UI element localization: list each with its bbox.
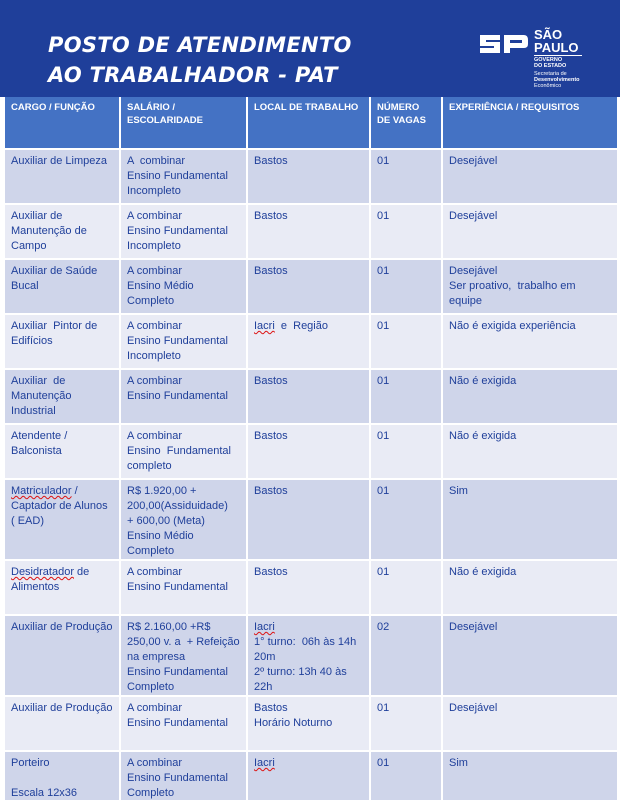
cell-experiencia: [443, 752, 619, 800]
cell-experiencia-line: Desejável: [449, 210, 498, 222]
cell-salario: [121, 260, 248, 315]
table-row: [5, 370, 619, 425]
logo-name-line-1: SÃO: [534, 27, 563, 42]
cell-cargo: [5, 697, 121, 752]
cell-vagas: [371, 205, 443, 260]
table-row: [5, 205, 619, 260]
cell-cargo: [5, 150, 121, 205]
cell-salario-line: A combinar: [127, 210, 183, 222]
cell-salario-line: 200,00(Assiduidade): [127, 500, 228, 512]
cell-salario-line: Completo: [127, 295, 175, 307]
table-row: [5, 752, 619, 800]
cell-salario-line: Ensino Fundamental: [127, 335, 228, 347]
cell-vagas-line: 02: [377, 621, 390, 633]
cell-cargo-line: Bucal: [11, 280, 39, 292]
cell-cargo: [5, 480, 121, 561]
cell-salario-line: completo: [127, 460, 172, 472]
column-header-experiencia: EXPERIÊNCIA / REQUISITOS: [443, 97, 619, 150]
logo-sec-line-2: Desenvolvimento: [534, 77, 580, 83]
cell-salario-line: Ensino Fundamental: [127, 717, 228, 729]
cell-salario-line: A combinar: [127, 702, 183, 714]
cell-cargo: [5, 752, 121, 800]
cell-salario-line: A combinar: [127, 375, 183, 387]
cell-salario: [121, 315, 248, 370]
cell-local: [248, 150, 371, 205]
cell-salario-line: A combinar: [127, 757, 183, 769]
table-row: [5, 561, 619, 616]
cell-cargo-line: Auxiliar de Produção: [11, 702, 113, 714]
cell-salario: [121, 150, 248, 205]
cell-cargo-line: [11, 771, 113, 786]
cell-salario: [121, 752, 248, 800]
cell-cargo: [5, 260, 121, 315]
cell-vagas-line: 01: [377, 210, 390, 222]
cell-cargo-line: Manutenção de: [11, 225, 87, 237]
jobs-table: [5, 97, 619, 800]
cell-local-line: Iacri: [254, 757, 275, 769]
cell-vagas: [371, 370, 443, 425]
title-line-2: AO TRABALHADOR - PAT: [48, 63, 338, 87]
cell-experiencia: [443, 205, 619, 260]
cell-cargo-line: Campo: [11, 240, 47, 252]
cell-salario-line: R$ 1.920,00 +: [127, 485, 197, 497]
column-header-cargo: CARGO / FUNÇÃO: [5, 97, 121, 150]
cell-salario-line: A combinar: [127, 320, 183, 332]
cell-local-line: Bastos: [254, 210, 288, 222]
cell-salario-line: 250,00 v. a + Refeição: [127, 636, 240, 648]
cell-local-line: Horário Noturno: [254, 717, 333, 729]
logo-sec-line-1: Secretaria de: [534, 71, 567, 77]
logo-sec-line-3: Econômico: [534, 83, 562, 89]
table-header-row: [5, 97, 619, 150]
cell-local-line: Iacri: [254, 621, 275, 633]
page-title: [48, 30, 352, 90]
cell-salario-line: Ensino Fundamental: [127, 170, 228, 182]
cell-experiencia: [443, 315, 619, 370]
sao-paulo-logo: [478, 28, 596, 92]
cell-local-line: Bastos: [254, 566, 288, 578]
title-line-1: POSTO DE ATENDIMENTO: [48, 33, 352, 57]
logo-secretariat: [534, 71, 594, 89]
column-header-salario: SALÁRIO / ESCOLARIDADE: [121, 97, 248, 150]
cell-cargo-line: Industrial: [11, 405, 56, 417]
cell-local: [248, 205, 371, 260]
cell-local: [248, 480, 371, 561]
cell-experiencia-line: Não é exigida: [449, 430, 517, 442]
cell-experiencia-line: Ser proativo, trabalho em equipe: [449, 280, 579, 307]
cell-local-line: Iacri e Região: [254, 320, 328, 332]
cell-cargo: [5, 205, 121, 260]
cell-salario: [121, 425, 248, 480]
cell-vagas: [371, 315, 443, 370]
cell-salario-line: Ensino Médio: [127, 280, 194, 292]
cell-salario-line: A combinar: [127, 265, 183, 277]
cell-salario-line: Ensino Fundamental: [127, 581, 228, 593]
logo-name-line-2: PAULO: [534, 40, 579, 55]
cell-experiencia-line: Desejável: [449, 621, 498, 633]
cell-cargo-line: Atendente /: [11, 430, 68, 442]
cell-cargo-line: ( EAD): [11, 515, 44, 527]
logo-gov-line-1: GOVERNO: [534, 57, 563, 63]
cell-cargo-line: Auxiliar de Saúde: [11, 265, 98, 277]
cell-salario-line: Ensino Fundamental: [127, 666, 228, 678]
table-row: [5, 260, 619, 315]
cell-salario: [121, 616, 248, 697]
cell-salario: [121, 697, 248, 752]
table-row: [5, 150, 619, 205]
cell-experiencia-line: Sim: [449, 757, 468, 769]
cell-vagas-line: 01: [377, 566, 390, 578]
cell-experiencia: [443, 370, 619, 425]
cell-vagas-line: 01: [377, 485, 390, 497]
cell-cargo-line: Edifícios: [11, 335, 53, 347]
cell-local: [248, 752, 371, 800]
cell-salario-line: Ensino Fundamental: [127, 390, 228, 402]
cell-salario-line: Incompleto: [127, 240, 181, 252]
cell-cargo: [5, 425, 121, 480]
column-header-vagas: NÚMERO DE VAGAS: [371, 97, 443, 150]
cell-local-line: 1° turno: 06h às 14h: [254, 636, 357, 648]
cell-experiencia: [443, 480, 619, 561]
cell-experiencia-line: Não é exigida: [449, 566, 517, 578]
cell-experiencia-line: Desejável: [449, 702, 498, 714]
cell-local: [248, 561, 371, 616]
cell-experiencia-line: Desejável: [449, 155, 498, 167]
cell-vagas: [371, 616, 443, 697]
cell-cargo: [5, 616, 121, 697]
cell-vagas: [371, 260, 443, 315]
cell-cargo-line: Escala 12x36: [11, 787, 78, 799]
cell-local: [248, 370, 371, 425]
table-row: [5, 697, 619, 752]
cell-salario-line: A combinar: [127, 430, 183, 442]
cell-salario-line: Ensino Fundamental: [127, 772, 228, 784]
cell-cargo: [5, 315, 121, 370]
cell-experiencia: [443, 697, 619, 752]
cell-vagas-line: 01: [377, 757, 390, 769]
cell-cargo-line: Porteiro: [11, 757, 50, 769]
table-row: [5, 480, 619, 561]
cell-local-line: Bastos: [254, 155, 288, 167]
cell-vagas-line: 01: [377, 320, 390, 332]
cell-vagas-line: 01: [377, 375, 390, 387]
cell-cargo-line: Balconista: [11, 445, 62, 457]
cell-cargo-line: Manutenção: [11, 390, 72, 402]
cell-local-line: 22h: [254, 681, 273, 693]
cell-experiencia-line: Não é exigida: [449, 375, 517, 387]
cell-experiencia: [443, 260, 619, 315]
cell-vagas: [371, 752, 443, 800]
cell-local-line: Bastos: [254, 702, 288, 714]
cell-vagas: [371, 561, 443, 616]
cell-cargo-line: Matriculador /: [11, 485, 78, 497]
table-row: [5, 425, 619, 480]
cell-salario-line: A combinar: [127, 155, 186, 167]
cell-local: [248, 697, 371, 752]
cell-cargo-line: Captador de Alunos: [11, 500, 108, 512]
cell-local-line: Bastos: [254, 375, 288, 387]
cell-salario-line: Completo: [127, 545, 175, 557]
cell-experiencia: [443, 425, 619, 480]
cell-cargo-line: Auxiliar de: [11, 210, 63, 222]
cell-vagas-line: 01: [377, 702, 390, 714]
cell-experiencia: [443, 150, 619, 205]
cell-local-line: Bastos: [254, 265, 288, 277]
cell-experiencia: [443, 561, 619, 616]
cell-local-line: 20m: [254, 651, 276, 663]
cell-local-line: 2º turno: 13h 40 às: [254, 666, 347, 678]
cell-experiencia-line: Sim: [449, 485, 468, 497]
cell-cargo: [5, 370, 121, 425]
cell-cargo-line: Auxiliar de Limpeza: [11, 155, 107, 167]
cell-salario-line: Ensino Fundamental: [127, 445, 231, 457]
cell-local: [248, 425, 371, 480]
cell-salario-line: + 600,00 (Meta): [127, 515, 205, 527]
cell-local-line: Bastos: [254, 485, 288, 497]
cell-salario-line: Incompleto: [127, 350, 181, 362]
cell-local: [248, 616, 371, 697]
cell-vagas: [371, 697, 443, 752]
cell-local-line: Bastos: [254, 430, 288, 442]
cell-cargo-line: Alimentos: [11, 581, 60, 593]
table-row: [5, 315, 619, 370]
table-row: [5, 616, 619, 697]
cell-salario-line: Completo: [127, 681, 175, 693]
cell-cargo-line: Auxiliar de: [11, 375, 66, 387]
cell-vagas: [371, 425, 443, 480]
cell-salario: [121, 205, 248, 260]
cell-cargo-line: Desidratador de: [11, 566, 90, 578]
cell-salario: [121, 370, 248, 425]
cell-experiencia-line: Não é exigida experiência: [449, 320, 576, 332]
cell-cargo-line: Auxiliar Pintor de: [11, 320, 98, 332]
sp-logo-icon: [478, 32, 530, 56]
logo-government: [534, 55, 582, 69]
cell-vagas-line: 01: [377, 265, 390, 277]
cell-salario-line: Ensino Fundamental: [127, 225, 228, 237]
table-body: [5, 150, 619, 800]
cell-vagas: [371, 480, 443, 561]
logo-gov-line-2: DO ESTADO: [534, 63, 567, 69]
cell-salario-line: Incompleto: [127, 185, 181, 197]
cell-local: [248, 260, 371, 315]
cell-salario-line: Completo: [127, 787, 175, 799]
cell-cargo-line: Auxiliar de Produção: [11, 621, 113, 633]
cell-experiencia: [443, 616, 619, 697]
cell-cargo: [5, 561, 121, 616]
cell-experiencia-line: Desejável: [449, 265, 498, 277]
cell-local: [248, 315, 371, 370]
logo-name: [534, 28, 579, 54]
cell-salario-line: Ensino Médio: [127, 530, 194, 542]
cell-salario-line: R$ 2.160,00 +R$: [127, 621, 211, 633]
column-header-local: LOCAL DE TRABALHO: [248, 97, 371, 150]
cell-vagas: [371, 150, 443, 205]
cell-salario: [121, 561, 248, 616]
cell-salario-line: A combinar: [127, 566, 183, 578]
cell-vagas-line: 01: [377, 155, 390, 167]
header-banner: [0, 0, 620, 97]
cell-salario-line: na empresa: [127, 651, 186, 663]
jobs-table-wrap: [5, 97, 619, 800]
cell-vagas-line: 01: [377, 430, 390, 442]
cell-salario: [121, 480, 248, 561]
